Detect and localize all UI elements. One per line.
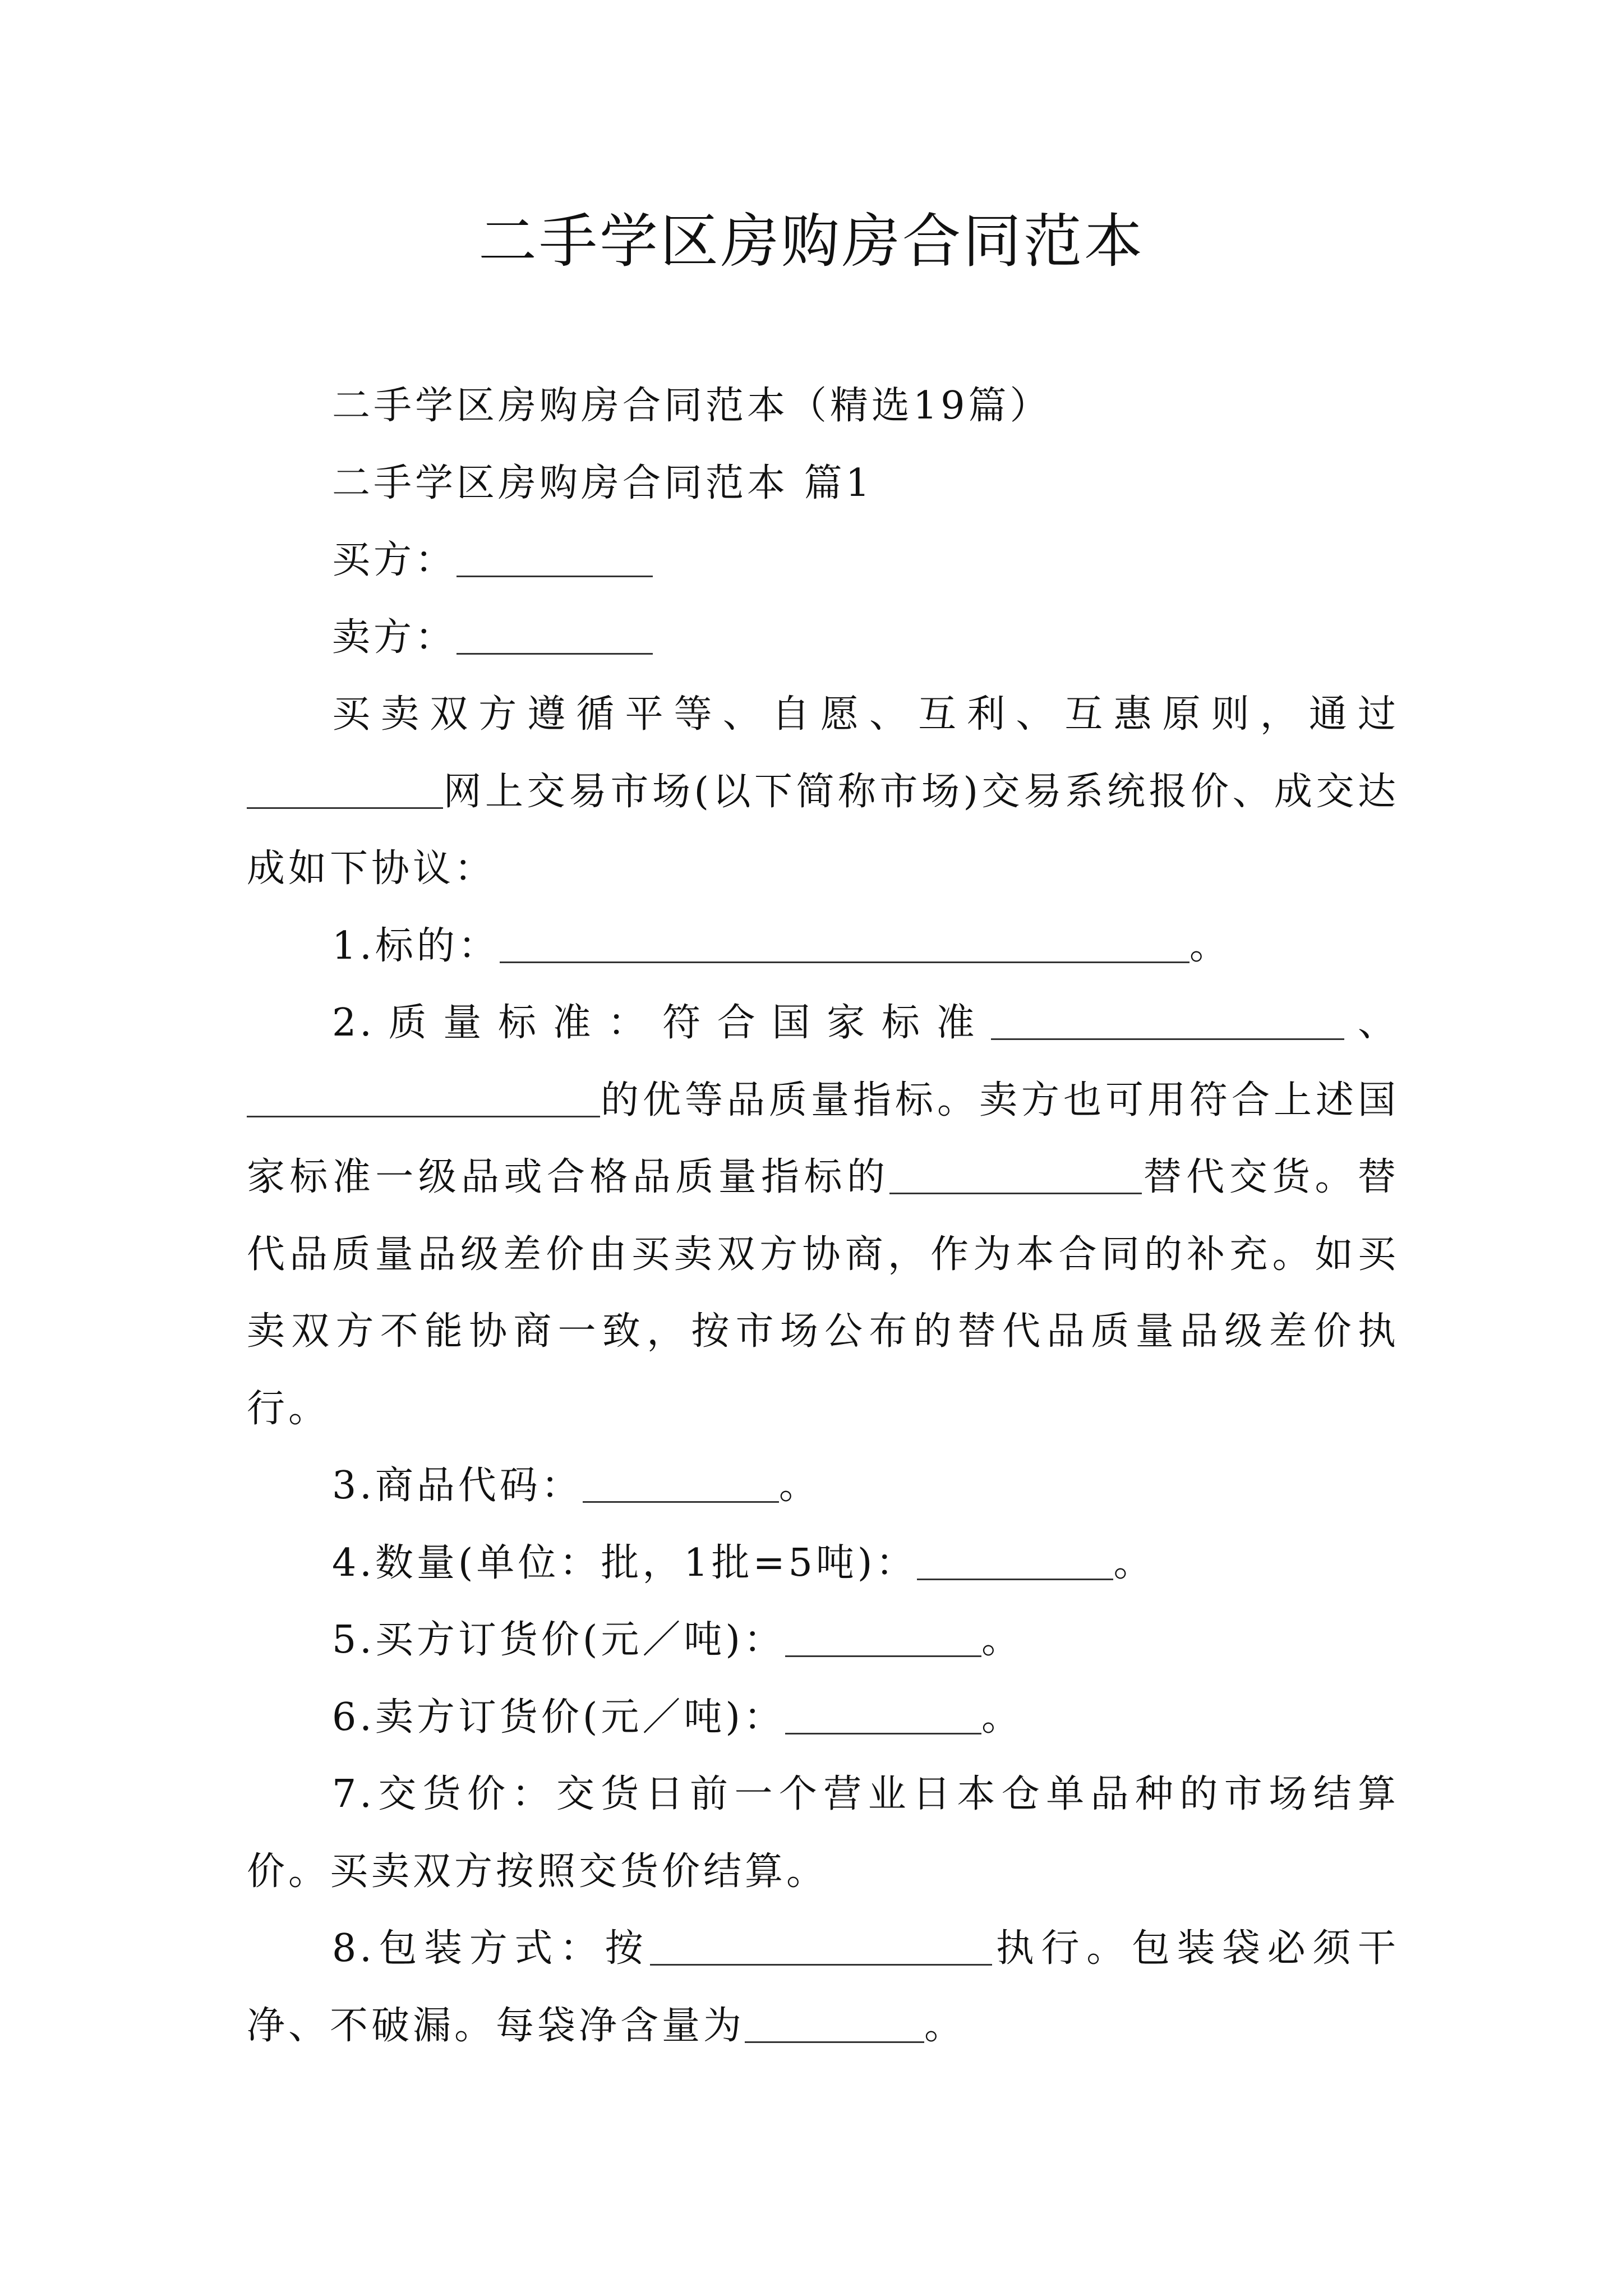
product-code-blank (583, 1463, 779, 1503)
paragraph-buyer (247, 522, 1399, 599)
paragraph-item-8 (247, 1910, 1399, 2064)
item-1-end: 。 (1189, 923, 1231, 968)
item-8-end: 。 (924, 2003, 966, 2048)
packaging-standard-blank (650, 1926, 992, 1966)
paragraph-item-6 (247, 1679, 1399, 1756)
item-8-text-b: 执行。包装袋必须干净、不破漏。每袋净含量为 (247, 1926, 1399, 2048)
item-5-label: 5.买方订货价(元／吨)： (332, 1618, 785, 1662)
paragraph-item-7: 7.交货价：交货日前一个营业日本仓单品种的市场结算价。买卖双方按照交货价结算。 (247, 1772, 1399, 1894)
paragraph-seller (247, 599, 1399, 677)
paragraph-section-heading: 二手学区房购房合同范本 篇1 (332, 461, 873, 505)
document-body (247, 367, 1399, 2064)
quantity-blank (917, 1540, 1113, 1580)
paragraph-item-2 (247, 984, 1399, 1447)
paragraph-item-3 (247, 1447, 1399, 1525)
subject-blank (500, 923, 1189, 963)
item-5-end: 。 (981, 1618, 1023, 1662)
agreement-text-b: 网上交易市场(以下简称市场)交易系统报价、成交达成如下协议： (247, 769, 1399, 891)
item-1-label: 1.标的： (332, 923, 500, 968)
buyer-blank (457, 537, 653, 577)
standard-blank-1 (991, 1000, 1344, 1040)
seller-label: 卖方： (332, 615, 457, 660)
item-2-text-a: 2.质量标准：符合国家标准 (332, 1001, 992, 1045)
item-6-end: 。 (981, 1695, 1023, 1740)
item-3-end: 。 (778, 1464, 820, 1508)
agreement-text-a: 买卖双方遵循平等、自愿、互利、互惠原则，通过 (332, 692, 1399, 737)
item-6-label: 6.卖方订货价(元／吨)： (332, 1695, 785, 1740)
seller-price-blank (785, 1695, 981, 1734)
paragraph-item-5 (247, 1602, 1399, 1679)
item-3-label: 3.商品代码： (332, 1464, 583, 1508)
item-2-text-d: 替代交货。替代品质量品级差价由买卖双方协商，作为本合同的补充。如买卖双方不能协商一致，按市场公布的替代品质量品级差价执行。 (247, 1155, 1399, 1431)
buyer-label: 买方： (332, 538, 457, 582)
item-4-label: 4.数量(单位：批，1批=5吨)： (332, 1540, 917, 1585)
net-content-blank (745, 2003, 924, 2043)
item-4-end: 。 (1113, 1540, 1155, 1585)
market-name-blank (247, 769, 443, 809)
paragraph-item-1 (247, 908, 1399, 985)
item-8-text-a: 8.包装方式：按 (332, 1926, 651, 1971)
item-2-text-b: 、 (1344, 1001, 1399, 1045)
standard-blank-2 (247, 1078, 600, 1117)
paragraph-agreement (247, 676, 1399, 908)
substitute-blank (889, 1154, 1142, 1194)
paragraph-item-4 (247, 1525, 1399, 1602)
document-title: 二手学区房购房合同范本 (478, 207, 1145, 275)
buyer-price-blank (785, 1617, 981, 1657)
item-2-text-c: 的优等品质量指标。卖方也可用符合上述国家标准一级品或合格品质量指标的 (247, 1078, 1399, 1199)
seller-blank (457, 615, 653, 655)
paragraph-subtitle: 二手学区房购房合同范本（精选19篇） (332, 384, 1052, 428)
